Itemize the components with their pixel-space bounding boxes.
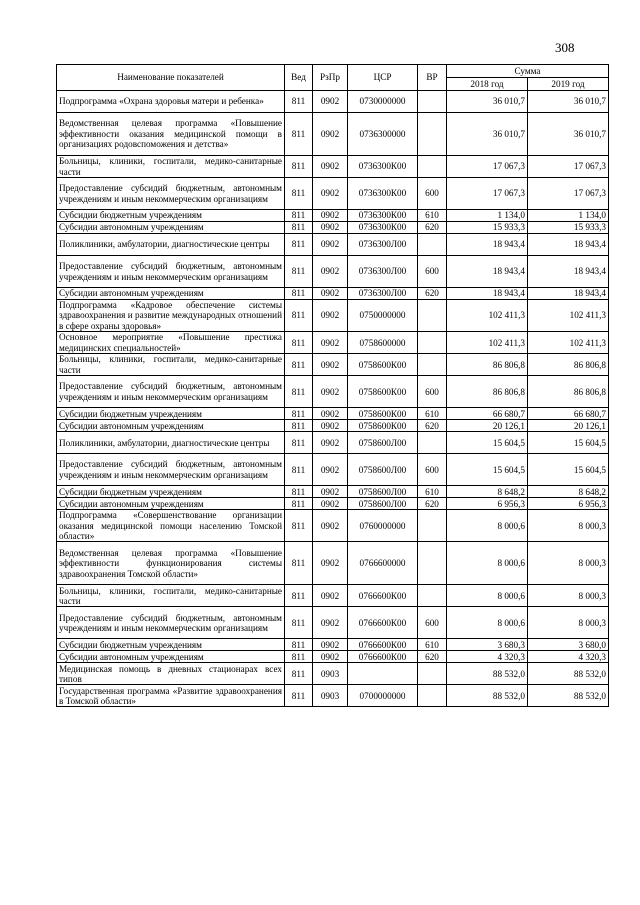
cell-vr: 600 — [418, 454, 447, 486]
cell-rzpr: 0902 — [313, 486, 348, 498]
cell-ved: 811 — [285, 432, 313, 454]
cell-ved: 811 — [285, 651, 313, 663]
cell-ved: 811 — [285, 376, 313, 408]
cell-csr: 0760000000 — [348, 510, 418, 542]
cell-ved: 811 — [285, 585, 313, 607]
cell-2019: 15 604,5 — [528, 432, 609, 454]
cell-ved: 811 — [285, 607, 313, 639]
cell-2018: 8 000,6 — [447, 607, 528, 639]
table-row — [57, 585, 609, 607]
table-row — [57, 607, 609, 639]
cell-name: Субсидии автономным учреждениям — [57, 222, 285, 234]
cell-2019: 8 648,2 — [528, 486, 609, 498]
cell-ved: 811 — [285, 113, 313, 156]
cell-2019: 8 000,3 — [528, 607, 609, 639]
table-row — [57, 210, 609, 222]
cell-vr: 620 — [418, 222, 447, 234]
cell-rzpr: 0902 — [313, 510, 348, 542]
cell-vr — [418, 300, 447, 332]
cell-csr: 0736300К00 — [348, 210, 418, 222]
cell-name: Государственная программа «Развитие здравоохранения в Томской области» — [57, 685, 285, 707]
cell-name: Основное мероприятие «Повышение престижа медицинских специальностей» — [57, 332, 285, 354]
cell-name: Субсидии бюджетным учреждениям — [57, 486, 285, 498]
cell-name: Субсидии автономным учреждениям — [57, 498, 285, 510]
cell-vr: 610 — [418, 210, 447, 222]
cell-name: Больницы, клиники, госпитали, медико-санитарные части — [57, 156, 285, 178]
cell-2018: 6 956,3 — [447, 498, 528, 510]
cell-2018: 88 532,0 — [447, 685, 528, 707]
cell-name: Субсидии автономным учреждениям — [57, 420, 285, 432]
cell-ved: 811 — [285, 300, 313, 332]
cell-name: Ведомственная целевая программа «Повышение эффективности функционирования системы здравоохранения Томской области» — [57, 542, 285, 585]
cell-2018: 102 411,3 — [447, 332, 528, 354]
table-row — [57, 420, 609, 432]
cell-ved: 811 — [285, 222, 313, 234]
cell-csr: 0758600К00 — [348, 376, 418, 408]
cell-2019: 6 956,3 — [528, 498, 609, 510]
header-year-2019: 2019 год — [528, 78, 609, 91]
cell-vr: 610 — [418, 486, 447, 498]
cell-csr — [348, 663, 418, 685]
cell-2019: 8 000,3 — [528, 510, 609, 542]
cell-rzpr: 0902 — [313, 256, 348, 288]
cell-rzpr: 0902 — [313, 210, 348, 222]
cell-2019: 86 806,8 — [528, 354, 609, 376]
cell-csr: 0736300К00 — [348, 178, 418, 210]
cell-rzpr: 0902 — [313, 222, 348, 234]
cell-vr: 610 — [418, 639, 447, 651]
cell-name: Больницы, клиники, госпитали, медико-санитарные части — [57, 585, 285, 607]
cell-ved: 811 — [285, 91, 313, 113]
cell-name: Предоставление субсидий бюджетным, автономным учреждениям и иным некоммерческим организациям — [57, 454, 285, 486]
cell-vr — [418, 542, 447, 585]
cell-vr — [418, 332, 447, 354]
table-row — [57, 639, 609, 651]
cell-name: Поликлиники, амбулатории, диагностические центры — [57, 234, 285, 256]
cell-vr: 620 — [418, 288, 447, 300]
header-sum: Сумма — [447, 65, 609, 78]
cell-vr — [418, 432, 447, 454]
cell-name: Подпрограмма «Кадровое обеспечение системы здравоохранения и развитие международных отношений в сфере охраны здоровья» — [57, 300, 285, 332]
budget-table — [56, 64, 609, 707]
cell-vr: 620 — [418, 651, 447, 663]
cell-vr — [418, 510, 447, 542]
cell-ved: 811 — [285, 210, 313, 222]
table-row — [57, 91, 609, 113]
cell-vr — [418, 91, 447, 113]
cell-csr: 0758600Л00 — [348, 498, 418, 510]
header-vr: ВР — [418, 65, 447, 91]
table-row — [57, 332, 609, 354]
table-row — [57, 354, 609, 376]
cell-2018: 8 000,6 — [447, 510, 528, 542]
cell-vr — [418, 585, 447, 607]
cell-2018: 4 320,3 — [447, 651, 528, 663]
cell-2019: 18 943,4 — [528, 234, 609, 256]
cell-rzpr: 0902 — [313, 91, 348, 113]
cell-2019: 17 067,3 — [528, 178, 609, 210]
cell-name: Предоставление субсидий бюджетным, автономным учреждениям и иным некоммерческим организациям — [57, 178, 285, 210]
cell-csr: 0766600000 — [348, 542, 418, 585]
cell-vr: 620 — [418, 420, 447, 432]
cell-csr: 0736300Л00 — [348, 288, 418, 300]
table-row — [57, 113, 609, 156]
cell-2018: 36 010,7 — [447, 113, 528, 156]
cell-csr: 0736300Л00 — [348, 256, 418, 288]
table-row — [57, 454, 609, 486]
cell-2018: 18 943,4 — [447, 288, 528, 300]
cell-name: Предоставление субсидий бюджетным, автономным учреждениям и иным некоммерческим организациям — [57, 256, 285, 288]
cell-csr: 0758600Л00 — [348, 454, 418, 486]
table-row — [57, 376, 609, 408]
cell-2019: 86 806,8 — [528, 376, 609, 408]
cell-2018: 18 943,4 — [447, 256, 528, 288]
cell-name: Субсидии бюджетным учреждениям — [57, 408, 285, 420]
cell-2018: 88 532,0 — [447, 663, 528, 685]
cell-csr: 0750000000 — [348, 300, 418, 332]
cell-2019: 8 000,3 — [528, 585, 609, 607]
cell-2018: 66 680,7 — [447, 408, 528, 420]
cell-rzpr: 0903 — [313, 663, 348, 685]
cell-ved: 811 — [285, 639, 313, 651]
cell-rzpr: 0902 — [313, 376, 348, 408]
table-row — [57, 234, 609, 256]
cell-2018: 8 000,6 — [447, 542, 528, 585]
cell-2019: 36 010,7 — [528, 91, 609, 113]
cell-ved: 811 — [285, 510, 313, 542]
cell-vr: 600 — [418, 376, 447, 408]
cell-ved: 811 — [285, 685, 313, 707]
cell-rzpr: 0902 — [313, 234, 348, 256]
table-row — [57, 408, 609, 420]
cell-ved: 811 — [285, 354, 313, 376]
cell-vr: 600 — [418, 256, 447, 288]
cell-2019: 4 320,3 — [528, 651, 609, 663]
cell-vr — [418, 354, 447, 376]
cell-2018: 20 126,1 — [447, 420, 528, 432]
cell-2018: 15 604,5 — [447, 454, 528, 486]
cell-name: Больницы, клиники, госпитали, медико-санитарные части — [57, 354, 285, 376]
cell-2018: 86 806,8 — [447, 376, 528, 408]
cell-2018: 3 680,3 — [447, 639, 528, 651]
cell-2019: 20 126,1 — [528, 420, 609, 432]
cell-ved: 811 — [285, 288, 313, 300]
cell-rzpr: 0902 — [313, 300, 348, 332]
cell-vr — [418, 234, 447, 256]
cell-rzpr: 0902 — [313, 332, 348, 354]
cell-rzpr: 0902 — [313, 420, 348, 432]
cell-rzpr: 0902 — [313, 432, 348, 454]
cell-vr — [418, 156, 447, 178]
cell-csr: 0758600К00 — [348, 354, 418, 376]
cell-2018: 102 411,3 — [447, 300, 528, 332]
cell-vr: 620 — [418, 498, 447, 510]
cell-ved: 811 — [285, 256, 313, 288]
cell-2018: 15 604,5 — [447, 432, 528, 454]
cell-csr: 0766600К00 — [348, 651, 418, 663]
cell-2018: 86 806,8 — [447, 354, 528, 376]
cell-csr: 0766600К00 — [348, 585, 418, 607]
cell-2019: 8 000,3 — [528, 542, 609, 585]
cell-vr: 610 — [418, 408, 447, 420]
table-row — [57, 486, 609, 498]
cell-2019: 102 411,3 — [528, 332, 609, 354]
cell-2018: 17 067,3 — [447, 178, 528, 210]
cell-rzpr: 0902 — [313, 454, 348, 486]
cell-rzpr: 0902 — [313, 542, 348, 585]
cell-csr: 0736300Л00 — [348, 234, 418, 256]
cell-2019: 102 411,3 — [528, 300, 609, 332]
cell-2019: 17 067,3 — [528, 156, 609, 178]
cell-name: Поликлиники, амбулатории, диагностические центры — [57, 432, 285, 454]
cell-ved: 811 — [285, 332, 313, 354]
cell-rzpr: 0902 — [313, 607, 348, 639]
cell-name: Медицинская помощь в дневных стационарах всех типов — [57, 663, 285, 685]
cell-name: Субсидии автономным учреждениям — [57, 288, 285, 300]
cell-2019: 15 604,5 — [528, 454, 609, 486]
cell-ved: 811 — [285, 178, 313, 210]
cell-name: Предоставление субсидий бюджетным, автономным учреждениям и иным некоммерческим организациям — [57, 607, 285, 639]
cell-2018: 36 010,7 — [447, 91, 528, 113]
table-row — [57, 685, 609, 707]
header-csr: ЦСР — [348, 65, 418, 91]
cell-vr: 600 — [418, 607, 447, 639]
cell-2019: 88 532,0 — [528, 663, 609, 685]
cell-csr: 0758600000 — [348, 332, 418, 354]
cell-csr: 0736300К00 — [348, 222, 418, 234]
cell-2019: 3 680,0 — [528, 639, 609, 651]
cell-rzpr: 0903 — [313, 685, 348, 707]
cell-ved: 811 — [285, 420, 313, 432]
cell-rzpr: 0902 — [313, 408, 348, 420]
cell-2018: 1 134,0 — [447, 210, 528, 222]
cell-ved: 811 — [285, 498, 313, 510]
cell-csr: 0758600Л00 — [348, 432, 418, 454]
cell-ved: 811 — [285, 234, 313, 256]
cell-ved: 811 — [285, 542, 313, 585]
cell-csr: 0758600К00 — [348, 408, 418, 420]
cell-2018: 18 943,4 — [447, 234, 528, 256]
table-row — [57, 256, 609, 288]
table-row — [57, 663, 609, 685]
header-ved: Вед — [285, 65, 313, 91]
cell-rzpr: 0902 — [313, 639, 348, 651]
table-body — [57, 91, 609, 707]
header-year-2018: 2018 год — [447, 78, 528, 91]
cell-csr: 0766600К00 — [348, 607, 418, 639]
cell-2018: 8 000,6 — [447, 585, 528, 607]
cell-rzpr: 0902 — [313, 288, 348, 300]
cell-rzpr: 0902 — [313, 498, 348, 510]
cell-2019: 1 134,0 — [528, 210, 609, 222]
cell-2019: 15 933,3 — [528, 222, 609, 234]
cell-name: Субсидии автономным учреждениям — [57, 651, 285, 663]
table-row — [57, 288, 609, 300]
cell-ved: 811 — [285, 454, 313, 486]
cell-vr — [418, 113, 447, 156]
cell-2018: 8 648,2 — [447, 486, 528, 498]
cell-rzpr: 0902 — [313, 354, 348, 376]
cell-rzpr: 0902 — [313, 585, 348, 607]
cell-csr: 0758600К00 — [348, 420, 418, 432]
table-row — [57, 651, 609, 663]
cell-2019: 18 943,4 — [528, 256, 609, 288]
table-row — [57, 222, 609, 234]
cell-2019: 66 680,7 — [528, 408, 609, 420]
cell-name: Подпрограмма «Охрана здоровья матери и ребенка» — [57, 91, 285, 113]
cell-csr: 0766600К00 — [348, 639, 418, 651]
cell-name: Субсидии бюджетным учреждениям — [57, 210, 285, 222]
cell-csr: 0730000000 — [348, 91, 418, 113]
cell-2019: 36 010,7 — [528, 113, 609, 156]
table-row — [57, 156, 609, 178]
cell-name: Ведомственная целевая программа «Повышение эффективности оказания медицинской помощи в организациях родовспоможения и детства» — [57, 113, 285, 156]
header-name: Наименование показателей — [57, 65, 285, 91]
cell-rzpr: 0902 — [313, 156, 348, 178]
cell-ved: 811 — [285, 408, 313, 420]
table-row — [57, 300, 609, 332]
cell-name: Предоставление субсидий бюджетным, автономным учреждениям и иным некоммерческим организациям — [57, 376, 285, 408]
cell-vr: 600 — [418, 178, 447, 210]
cell-2019: 18 943,4 — [528, 288, 609, 300]
cell-name: Субсидии бюджетным учреждениям — [57, 639, 285, 651]
page-number: 308 — [555, 40, 575, 55]
table-row — [57, 542, 609, 585]
cell-vr — [418, 663, 447, 685]
table-row — [57, 498, 609, 510]
table-row — [57, 432, 609, 454]
cell-rzpr: 0902 — [313, 178, 348, 210]
table-row — [57, 178, 609, 210]
cell-name: Подпрограмма «Совершенствование организации оказания медицинской помощи населению Томской области» — [57, 510, 285, 542]
cell-ved: 811 — [285, 663, 313, 685]
cell-ved: 811 — [285, 486, 313, 498]
header-rzpr: РзПр — [313, 65, 348, 91]
cell-csr: 0736300000 — [348, 113, 418, 156]
cell-csr: 0700000000 — [348, 685, 418, 707]
cell-ved: 811 — [285, 156, 313, 178]
cell-csr: 0736300К00 — [348, 156, 418, 178]
cell-2018: 17 067,3 — [447, 156, 528, 178]
cell-rzpr: 0902 — [313, 113, 348, 156]
cell-2019: 88 532,0 — [528, 685, 609, 707]
cell-vr — [418, 685, 447, 707]
cell-rzpr: 0902 — [313, 651, 348, 663]
table-row — [57, 510, 609, 542]
cell-2018: 15 933,3 — [447, 222, 528, 234]
cell-csr: 0758600Л00 — [348, 486, 418, 498]
